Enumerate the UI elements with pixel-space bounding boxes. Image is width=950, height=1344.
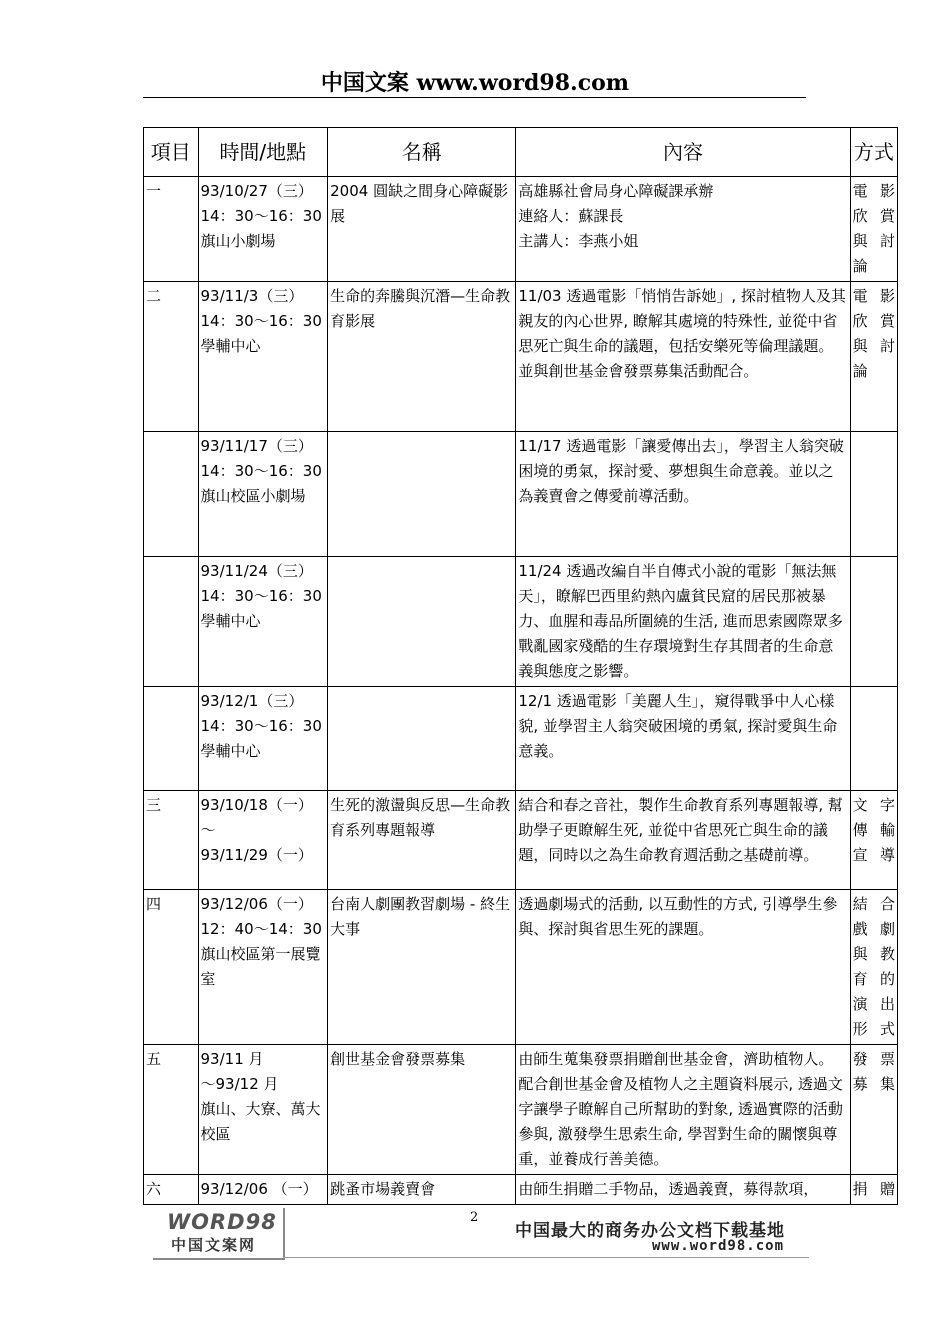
cell-time-place: [198, 177, 328, 282]
cell-line: 93/10/27（三）: [200, 182, 313, 200]
cell-line: 與討: [852, 337, 895, 355]
cell-line: 與討: [852, 232, 895, 250]
cell-line: 旗山校區第一展覽室: [200, 945, 321, 988]
cell-line: 11/24 透過改編自半自傳式小說的電影「無法無天」，瞭解巴西里約熱內盧貧民窟的居民那被暴力、血腥和毒品所圍繞的生活, 進而思索國際眾多戰亂國家殘酷的生存環境對生存其間者的生命意義與態度之影響。: [518, 562, 843, 680]
column-header-content: 內容: [516, 128, 850, 177]
table-row: [144, 687, 898, 791]
logo-cn-text: 中国文案网: [171, 1236, 257, 1254]
cell-line: 結合和春之音社，製作生命教育系列專題報導, 幫助學子更瞭解生死, 並從中省思死亡與生命的議題，同時以之為生命教育週活動之基礎前導。: [518, 796, 843, 864]
cell-line: 11/03 透過電影「悄悄告訴她」, 探討植物人及其親友的內心世界, 瞭解其處境的特殊性, 並從中省思死亡與生命的議題，包括安樂死等倫理議題。並與創世基金會發票募集活動配合。: [518, 287, 846, 380]
page-header-title: 中国文案 www.word98.com: [320, 70, 630, 96]
column-header-name: 名稱: [328, 128, 516, 177]
cell-line: 論: [852, 257, 868, 275]
cell-line: 93/10/18（一）～: [200, 796, 313, 839]
cell-method: [850, 1045, 897, 1175]
cell-line: 11/17 透過電影「讓愛傳出去」，學習主人翁突破困境的勇氣，探討愛、夢想與生命意義。並以之為義賣會之傳愛前導活動。: [518, 437, 844, 505]
cell-time-place: [198, 557, 328, 687]
cell-method: [850, 177, 897, 282]
cell-item: [144, 557, 199, 687]
cell-line: 演出: [852, 995, 895, 1013]
table-row: [144, 890, 898, 1045]
cell-item: [144, 432, 199, 557]
cell-line: 欣賞: [852, 312, 895, 330]
cell-line: 捐贈: [852, 1180, 895, 1198]
event-name: 生命的奔騰與沉潛—生命教育影展: [330, 287, 511, 330]
page-number: 2: [470, 1210, 479, 1225]
cell-line: 93/12/06 （一）: [200, 1180, 318, 1198]
event-name: 2004 圓缺之間身心障礙影展: [330, 182, 509, 225]
cell-method: [850, 791, 897, 890]
cell-item: [144, 1045, 199, 1175]
cell-content: [516, 687, 850, 791]
event-name: 跳蚤市場義賣會: [330, 1180, 436, 1198]
cell-line: 93/12/06（一）: [200, 895, 313, 913]
cell-line: 12/1 透過電影「美麗人生」，窺得戰爭中人心樣貌, 並學習主人翁突破困境的勇氣, 探討愛與生命意義。: [518, 692, 838, 760]
cell-line: 旗山校區小劇場: [200, 487, 306, 505]
cell-name: [328, 1045, 516, 1175]
column-header-time-place: 時間/地點: [198, 128, 328, 177]
cell-line: 論: [852, 362, 868, 380]
footer-divider: [283, 1257, 809, 1258]
cell-line: 14：30～16：30: [200, 312, 322, 330]
cell-line: 文字: [852, 796, 895, 814]
cell-content: [516, 791, 850, 890]
cell-name: [328, 791, 516, 890]
table-row: [144, 432, 898, 557]
cell-method: [850, 1175, 897, 1205]
cell-line: 傳輸: [852, 821, 895, 839]
cell-line: 欣賞: [852, 207, 895, 225]
schedule-table: [143, 127, 898, 1205]
item-number: 三: [146, 796, 162, 814]
cell-line: 高雄縣社會局身心障礙課承辦: [518, 182, 714, 200]
cell-name: [328, 557, 516, 687]
event-name: 台南人劇團教習劇場 - 終生大事: [330, 895, 511, 938]
cell-time-place: [198, 432, 328, 557]
cell-line: 旗山小劇場: [200, 232, 276, 250]
cell-line: 93/11/3（三）: [200, 287, 304, 305]
table-row: [144, 1045, 898, 1175]
cell-time-place: [198, 282, 328, 432]
cell-method: [850, 890, 897, 1045]
cell-method: [850, 282, 897, 432]
cell-line: 12：40～14：30: [200, 920, 322, 938]
cell-time-place: [198, 1175, 328, 1205]
item-number: 四: [146, 895, 162, 913]
table-row: [144, 791, 898, 890]
cell-line: 主講人：李燕小姐: [518, 232, 639, 250]
cell-line: ～93/12 月: [200, 1075, 279, 1093]
cell-item: [144, 177, 199, 282]
cell-line: 電影: [852, 287, 895, 305]
cell-line: 93/12/1（三）: [200, 692, 304, 710]
cell-item: [144, 282, 199, 432]
column-header-method: 方式: [850, 128, 897, 177]
cell-line: 93/11/24（三）: [200, 562, 313, 580]
cell-line: 募集: [852, 1075, 895, 1093]
cell-line: 宣導: [852, 846, 895, 864]
cell-time-place: [198, 687, 328, 791]
event-name: 創世基金會發票募集: [330, 1050, 466, 1068]
cell-line: 學輔中心: [200, 742, 261, 760]
cell-line: 連絡人：蘇課長: [518, 207, 624, 225]
cell-line: 形式: [852, 1020, 895, 1038]
cell-line: 旗山、大寮、萬大校區: [200, 1100, 321, 1143]
cell-line: 發票: [852, 1050, 895, 1068]
event-name: 生死的激盪與反思—生命教育系列專題報導: [330, 796, 511, 839]
cell-line: 93/11 月: [200, 1050, 264, 1068]
cell-line: 學輔中心: [200, 337, 261, 355]
item-number: 一: [146, 182, 162, 200]
cell-line: 14：30～16：30: [200, 207, 322, 225]
cell-name: [328, 432, 516, 557]
item-number: 六: [146, 1180, 162, 1198]
cell-content: [516, 557, 850, 687]
cell-line: 學輔中心: [200, 612, 261, 630]
cell-method: [850, 557, 897, 687]
cell-item: [144, 791, 199, 890]
table-row: [144, 557, 898, 687]
footer-slogan: 中国最大的商务办公文档下载基地: [515, 1221, 785, 1241]
cell-line: 14：30～16：30: [200, 462, 322, 480]
cell-line: 電影: [852, 182, 895, 200]
cell-content: [516, 432, 850, 557]
cell-line: 透過劇場式的活動, 以互動性的方式, 引導學生參與、探討與省思生死的課題。: [518, 895, 838, 938]
column-header-item: 項目: [144, 128, 199, 177]
logo-word98-text: WORD98: [167, 1210, 277, 1234]
item-number: 二: [146, 287, 162, 305]
cell-line: 93/11/17（三）: [200, 437, 313, 455]
cell-time-place: [198, 1045, 328, 1175]
cell-line: 由師生蒐集發票捐贈創世基金會，濟助植物人。配合創世基金會及植物人之主題資料展示, 透過文字讓學子瞭解自己所幫助的對象, 透過實際的活動參與, 激發學生思索生命, 學習對生命的關懷與尊重，並養成行善美德。: [518, 1050, 843, 1168]
footer-url: www.word98.com: [652, 1238, 785, 1254]
table-header-row: [144, 128, 898, 177]
cell-line: 戲劇: [852, 920, 895, 938]
cell-content: [516, 282, 850, 432]
cell-line: 與教: [852, 945, 895, 963]
cell-line: 由師生捐贈二手物品，透過義賣，募得款項，: [518, 1180, 819, 1198]
header-divider: [143, 97, 806, 98]
cell-line: 結合: [852, 895, 895, 913]
footer-logo: [153, 1208, 285, 1260]
table-row: [144, 1175, 898, 1205]
cell-name: [328, 1175, 516, 1205]
item-number: 五: [146, 1050, 162, 1068]
cell-method: [850, 432, 897, 557]
cell-line: 14：30～16：30: [200, 717, 322, 735]
cell-name: [328, 890, 516, 1045]
cell-content: [516, 177, 850, 282]
cell-line: 93/11/29（一）: [200, 846, 313, 864]
cell-line: 14：30～16：30: [200, 587, 322, 605]
cell-name: [328, 282, 516, 432]
cell-item: [144, 890, 199, 1045]
table-row: [144, 282, 898, 432]
cell-line: 育的: [852, 970, 895, 988]
cell-content: [516, 890, 850, 1045]
cell-time-place: [198, 890, 328, 1045]
cell-content: [516, 1175, 850, 1205]
cell-time-place: [198, 791, 328, 890]
cell-method: [850, 687, 897, 791]
cell-item: [144, 1175, 199, 1205]
cell-name: [328, 177, 516, 282]
cell-name: [328, 687, 516, 791]
cell-content: [516, 1045, 850, 1175]
cell-item: [144, 687, 199, 791]
table-row: [144, 177, 898, 282]
